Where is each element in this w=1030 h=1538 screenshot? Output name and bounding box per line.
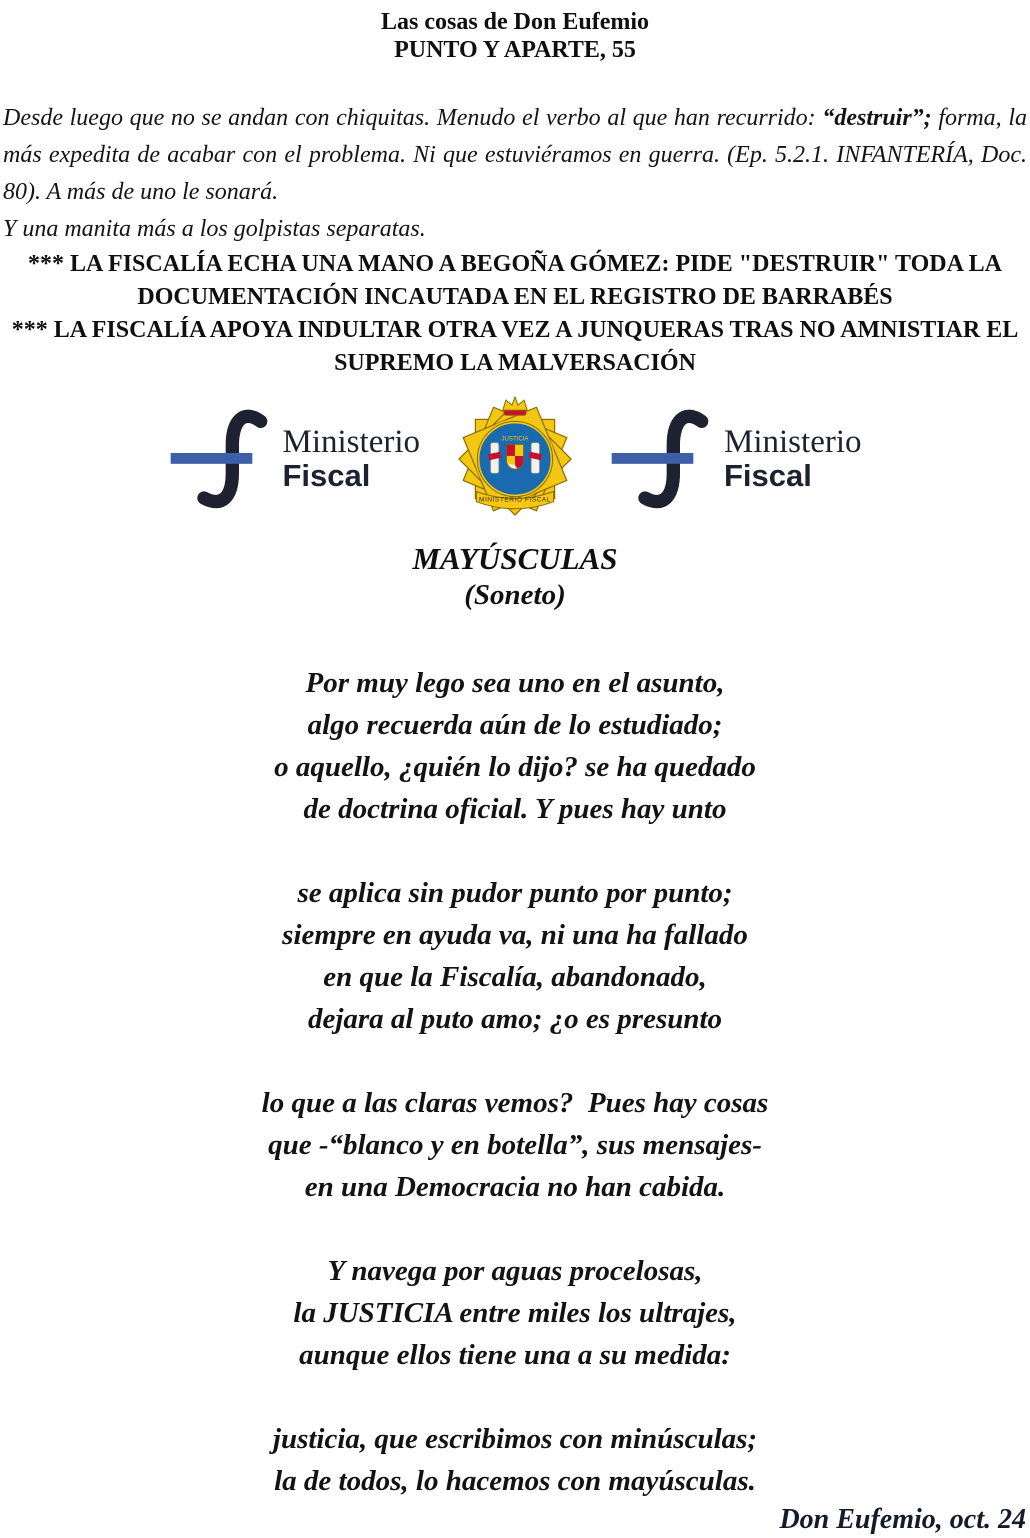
poem-line: se aplica sin pudor punto por punto; [297,877,733,909]
poem-line: algo recuerda aún de lo estudiado; [307,709,723,741]
shield [507,445,523,469]
poem-line: dejara al puto amo; ¿o es presunto [307,1003,723,1035]
stanza-2 [0,872,1030,1040]
crown-icon [503,397,527,415]
ministerio-fiscal-logo-left [169,399,421,517]
intro-paragraph [0,100,1030,211]
stanza-5 [0,1418,1030,1502]
wordmark [283,425,421,492]
stanza-1 [0,662,1030,830]
fiscal-f-icon [610,399,710,517]
wordmark-fiscal: Fiscal [282,457,371,493]
ministerio-fiscal-badge-icon [454,394,576,522]
wordmark-ministerio: Ministerio [724,423,862,460]
wordmark-ministerio: Ministerio [282,423,420,460]
badge-banner-label: MINISTERIO FISCAL [478,496,552,504]
poem-subtitle: (Soneto) [464,579,566,611]
doc-subtitle: PUNTO Y APARTE, 55 [394,37,636,63]
poem-line: la de todos, lo hacemos con mayúsculas. [274,1465,756,1497]
poem-line: en una Democracia no han cabida. [304,1171,726,1203]
poem-line: que -“blanco y en botella”, sus mensajes- [268,1129,762,1161]
intro-segment-bold: “destruir”; [822,105,932,131]
poem-line: aunque ellos tiene una a su medida: [299,1339,731,1371]
headline-1: *** LA FISCALÍA ECHA UNA MANO A BEGOÑA GÓMEZ: PIDE "DESTRUIR" TODA LA DOCUMENTACIÓN INCAUTADA EN EL REGISTRO DE BARRABÉS [28,251,1002,310]
logo-row [0,394,1030,522]
headline-block [8,248,1022,380]
doc-title: Las cosas de Don Eufemio [380,9,650,35]
wordmark [724,425,862,492]
ministerio-fiscal-logo-right [610,399,862,517]
poem-line: o aquello, ¿quién lo dijo? se ha quedado [274,751,756,783]
intro-segment-1: Desde luego que no se andan con chiquitas. Menudo el verbo al que han recurrido: [3,105,823,131]
poem-line: de doctrina oficial. Y pues hay unto [303,793,727,825]
poem-line: Y navega por aguas procelosas, [327,1255,703,1287]
poem-line: lo que a las claras vemos? Pues hay cosas [261,1087,769,1119]
poem-line: Por muy lego sea uno en el asunto, [305,667,725,699]
stanza-4 [0,1250,1030,1376]
poem-title: MAYÚSCULAS [412,541,618,576]
poem-line: la JUSTICIA entre miles los ultrajes, [293,1297,737,1329]
poem-line: siempre en ayuda va, ni una ha fallado [282,919,748,951]
stanza-3 [0,1082,1030,1208]
intro-segment-2: forma, la más expedita de acabar con el problema. Ni que estuviéramos en guerra. (Ep. 5.2.1. INFANTERÍA, Doc. 80). A más de uno le sonará. [3,105,1027,205]
fiscal-f-icon [169,399,269,517]
headline-2: *** LA FISCALÍA APOYA INDULTAR OTRA VEZ A JUNQUERAS TRAS NO AMNISTIAR EL SUPREMO LA MALVERSACIÓN [11,317,1019,376]
poem-line: en que la Fiscalía, abandonado, [323,961,707,993]
author-signature: Don Eufemio, oct. 24 [779,1504,1026,1535]
wordmark-fiscal: Fiscal [724,457,812,493]
poem-line: justicia, que escribimos con minúsculas; [272,1423,758,1455]
intro-line-2: Y una manita más a los golpistas separatas. [3,216,426,242]
badge-center-label: JUSTICIA [501,435,529,443]
